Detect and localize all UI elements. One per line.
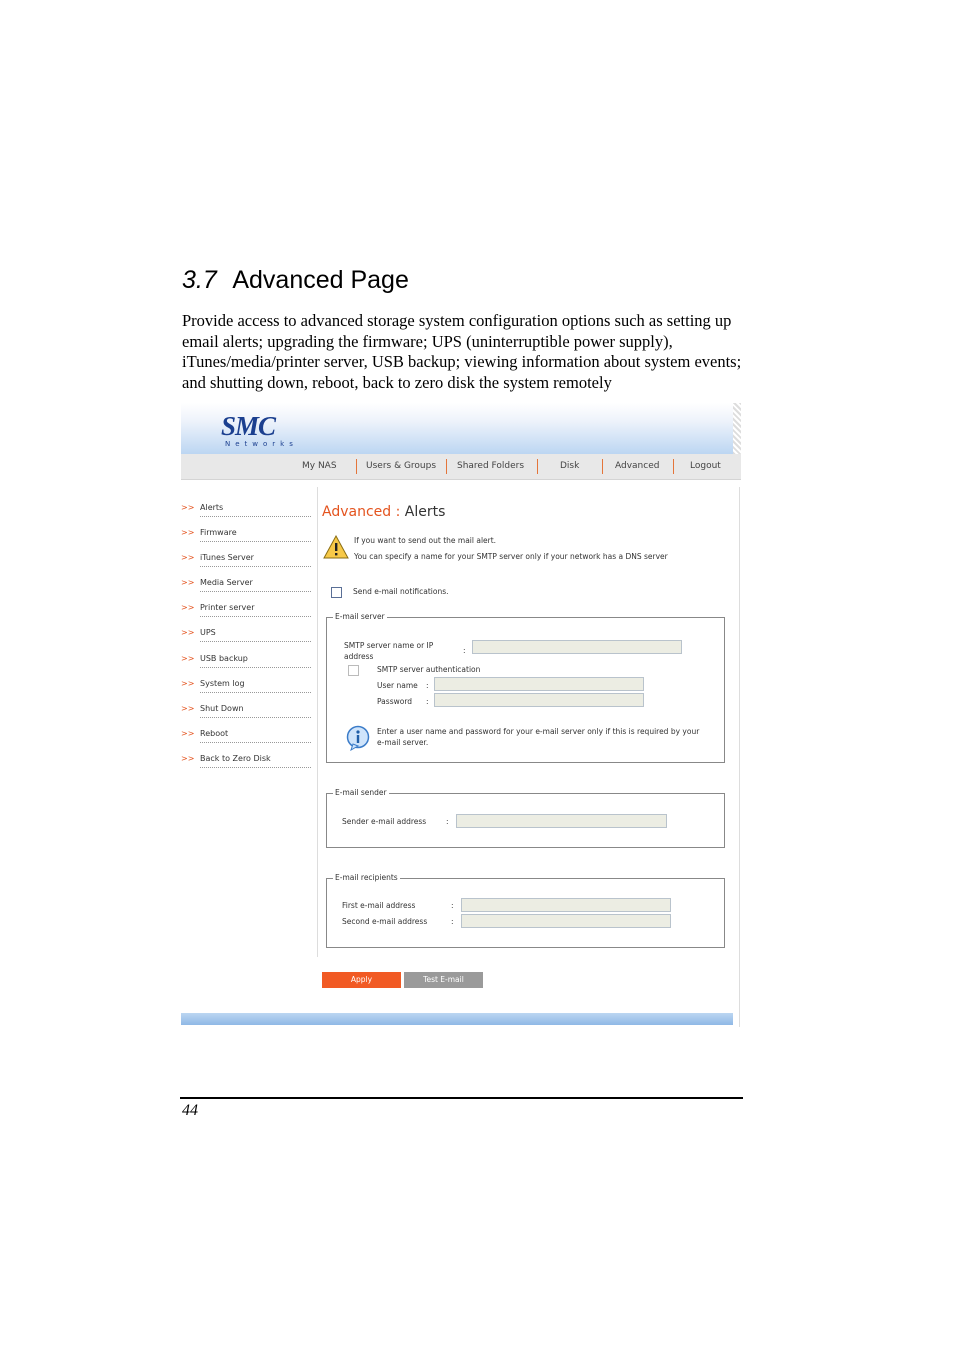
- section-number: 3.7: [182, 266, 217, 294]
- sender-address-input[interactable]: [456, 814, 667, 828]
- divider: [200, 742, 311, 743]
- warning-text-2: You can specify a name for your SMTP server only if your network has a DNS server: [354, 552, 668, 561]
- sidebar-item-printer-server[interactable]: [181, 603, 311, 628]
- divider: [200, 616, 311, 617]
- smtp-auth-checkbox[interactable]: [348, 665, 359, 676]
- logo-subtext: Networks: [225, 440, 298, 448]
- arrow-icon: >>: [181, 754, 195, 763]
- arrow-icon: >>: [181, 503, 195, 512]
- divider: [200, 667, 311, 668]
- smc-logo: [221, 412, 298, 448]
- nav-separator: [356, 459, 357, 474]
- colon: :: [426, 681, 429, 690]
- sidebar-item-label: Alerts: [200, 503, 224, 512]
- nav-my-nas[interactable]: My NAS: [302, 461, 337, 471]
- first-address-label: First e-mail address: [342, 901, 416, 910]
- warning-text-1: If you want to send out the mail alert.: [354, 536, 497, 545]
- sidebar-item-label: Shut Down: [200, 704, 244, 713]
- page-title-prefix: Advanced :: [322, 504, 401, 520]
- apply-button[interactable]: Apply: [322, 972, 401, 988]
- test-email-button[interactable]: Test E-mail: [404, 972, 483, 988]
- arrow-icon: >>: [181, 553, 195, 562]
- colon: :: [451, 917, 454, 926]
- arrow-icon: >>: [181, 528, 195, 537]
- arrow-icon: >>: [181, 578, 195, 587]
- top-nav: [181, 454, 741, 480]
- nav-disk[interactable]: Disk: [560, 461, 580, 471]
- divider: [200, 767, 311, 768]
- sidebar-item-shut-down[interactable]: [181, 704, 311, 729]
- divider: [200, 541, 311, 542]
- send-notifications-checkbox[interactable]: [331, 587, 342, 598]
- sidebar-item-itunes-server[interactable]: [181, 553, 311, 578]
- sidebar-item-back-to-zero-disk[interactable]: [181, 754, 311, 779]
- sidebar-item-label: iTunes Server: [200, 553, 254, 562]
- ui-screenshot: [181, 403, 741, 1027]
- page-title-suffix: Alerts: [404, 504, 446, 520]
- nav-separator: [446, 459, 447, 474]
- sidebar-item-reboot[interactable]: [181, 729, 311, 754]
- first-address-input[interactable]: [461, 898, 671, 912]
- info-icon: [346, 725, 372, 751]
- sidebar-item-label: Media Server: [200, 578, 253, 587]
- sidebar-item-label: UPS: [200, 628, 216, 637]
- nav-shared-folders[interactable]: Shared Folders: [457, 461, 525, 471]
- sidebar-item-usb-backup[interactable]: [181, 654, 311, 679]
- send-notifications-label: Send e-mail notifications.: [353, 587, 449, 596]
- smtp-auth-label: SMTP server authentication: [377, 665, 481, 674]
- nav-separator: [602, 459, 603, 474]
- email-server-legend: E-mail server: [335, 612, 385, 621]
- smtp-server-input[interactable]: [472, 640, 682, 654]
- arrow-icon: >>: [181, 729, 195, 738]
- page-number: 44: [182, 1102, 198, 1119]
- sidebar-item-alerts[interactable]: [181, 503, 311, 528]
- username-input[interactable]: [434, 677, 644, 691]
- sidebar-item-media-server[interactable]: [181, 578, 311, 603]
- section-heading: [182, 266, 409, 295]
- arrow-icon: >>: [181, 704, 195, 713]
- app-footer: [181, 1013, 733, 1025]
- email-sender-legend: E-mail sender: [335, 788, 387, 797]
- info-text-2: e-mail server.: [377, 738, 429, 747]
- sidebar-item-ups[interactable]: [181, 628, 311, 653]
- email-recipients-group: [326, 873, 725, 948]
- arrow-icon: >>: [181, 654, 195, 663]
- logo-text: SMC: [221, 411, 276, 441]
- sidebar-divider: [317, 487, 318, 957]
- username-label: User name: [377, 681, 418, 690]
- section-title: Advanced Page: [232, 266, 409, 294]
- nav-advanced[interactable]: Advanced: [615, 461, 660, 471]
- sidebar-item-firmware[interactable]: [181, 528, 311, 553]
- divider: [200, 641, 311, 642]
- colon: :: [446, 817, 449, 826]
- password-input[interactable]: [434, 693, 644, 707]
- smtp-server-label: SMTP server name or IP: [344, 641, 434, 650]
- sidebar-item-label: Reboot: [200, 729, 229, 738]
- sidebar-item-label: Firmware: [200, 528, 237, 537]
- nav-separator: [537, 459, 538, 474]
- header-pattern: [733, 403, 741, 454]
- sidebar-item-label: System log: [200, 679, 245, 688]
- divider: [200, 717, 311, 718]
- sidebar-item-label: USB backup: [200, 654, 248, 663]
- content-border: [739, 487, 740, 1027]
- divider: [200, 566, 311, 567]
- colon: :: [451, 901, 454, 910]
- nav-separator: [673, 459, 674, 474]
- sender-address-label: Sender e-mail address: [342, 817, 427, 826]
- sidebar-item-system-log[interactable]: [181, 679, 311, 704]
- smtp-server-label-2: address: [344, 652, 374, 661]
- nav-users-groups[interactable]: Users & Groups: [366, 461, 437, 471]
- app-header: [181, 403, 741, 454]
- second-address-input[interactable]: [461, 914, 671, 928]
- password-label: Password: [377, 697, 413, 706]
- info-text-1: Enter a user name and password for your e-mail server only if this is required by your: [377, 727, 700, 736]
- divider: [200, 692, 311, 693]
- email-recipients-legend: E-mail recipients: [335, 873, 398, 882]
- colon: :: [426, 697, 429, 706]
- divider: [200, 516, 311, 517]
- intro-paragraph: Provide access to advanced storage system configuration options such as setting up email alerts; upgrading the firmware; UPS (uninterruptible power supply), iTunes/media/printer server, USB backup; viewing information about system events; and shutting down, reboot, back to zero disk the system remotely: [182, 311, 742, 392]
- page-title: [322, 504, 445, 520]
- sidebar-item-label: Back to Zero Disk: [200, 754, 271, 763]
- divider: [200, 591, 311, 592]
- sidebar-item-label: Printer server: [200, 603, 255, 612]
- warning-icon: [323, 535, 349, 559]
- arrow-icon: >>: [181, 628, 195, 637]
- second-address-label: Second e-mail address: [342, 917, 428, 926]
- arrow-icon: >>: [181, 603, 195, 612]
- footer-rule: [180, 1097, 743, 1099]
- arrow-icon: >>: [181, 679, 195, 688]
- nav-logout[interactable]: Logout: [690, 461, 721, 471]
- colon: :: [463, 646, 466, 655]
